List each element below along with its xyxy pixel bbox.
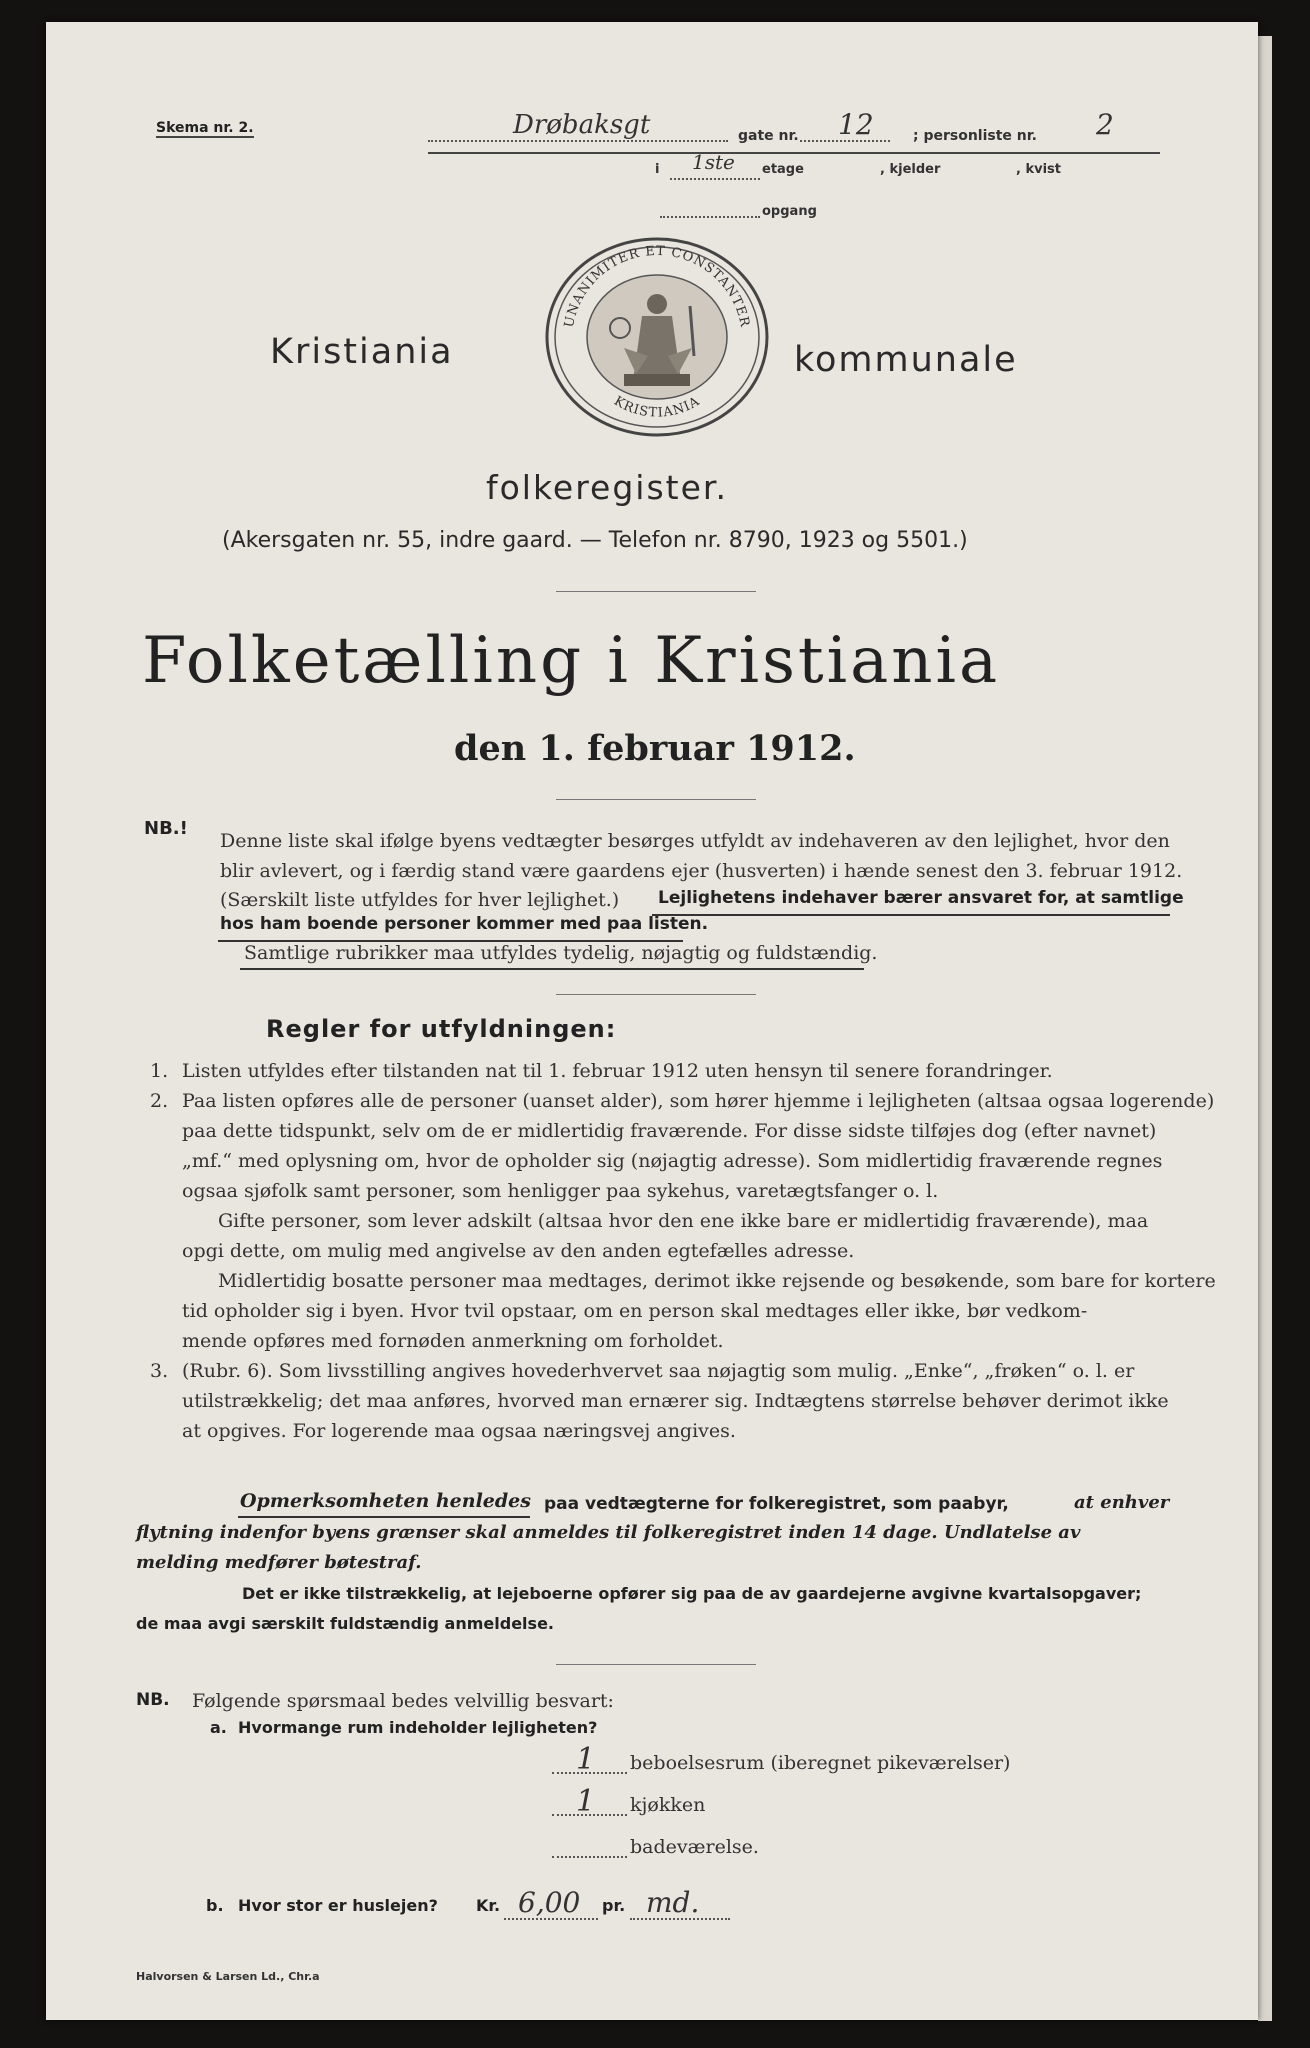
- rent-period-value: md.: [646, 1886, 700, 1919]
- nb-line-3a: (Særskilt liste utfyldes for hver lejlighet.): [220, 889, 620, 911]
- census-date: den 1. februar 1912.: [454, 728, 856, 769]
- room-answer-row: 1 kjøkken: [552, 1788, 952, 1820]
- question-a: Hvormange rum indeholder lejligheten?: [238, 1718, 598, 1737]
- kitchen-value: 1: [576, 1784, 596, 1819]
- census-title: Folketælling i Kristiania: [142, 624, 1001, 698]
- seal-city: KRISTIANIA: [611, 393, 703, 421]
- rule-line: 2. Paa listen opføres alle de personer (uanset alder), som hører hjemme i lejligheten (altsaa ogsaa logerende): [150, 1090, 1215, 1112]
- floor-line: i 1ste etage , kjelder , kvist: [650, 160, 1190, 184]
- notice-line-2: flytning indenfor byens grænser skal anmeldes til folkeregistret inden 14 dage. Undlatelse av: [136, 1522, 1081, 1543]
- notice-line-4: Det er ikke tilstrækkelig, at lejeboerne opfører sig paa de av gaardejerne avgivne kvartalsopgaver;: [242, 1584, 1142, 1603]
- rule-line: mende opføres med fornøden anmerkning om forholdet.: [182, 1330, 724, 1352]
- skema-label: Skema nr. 2.: [156, 120, 254, 136]
- divider: [556, 994, 756, 995]
- printer-credit: Halvorsen & Larsen Ld., Chr.a: [136, 1970, 320, 1983]
- notice-line-1-italic: at enhver: [1074, 1492, 1170, 1513]
- personliste-number-handwritten: 2: [1096, 108, 1114, 141]
- registry-right-word: kommunale: [794, 340, 1018, 380]
- questions-intro: Følgende spørsmaal bedes velvillig besvart:: [192, 1690, 614, 1712]
- rule-line: Midlertidig bosatte personer maa medtages, derimot ikke rejsende og besøkende, som bare for kortere: [218, 1270, 1216, 1292]
- room-answer-row: badeværelse.: [552, 1830, 952, 1862]
- street-name-handwritten: Drøbaksgt: [513, 110, 651, 140]
- rooms-value: 1: [576, 1742, 596, 1777]
- nb-line-4: hos ham boende personer kommer med paa listen.: [220, 914, 709, 934]
- rule-line: 3. (Rubr. 6). Som livsstilling angives hovederhvervet saa nøjagtig som mulig. „Enke“, „frøken“ o. l. er: [150, 1360, 1135, 1382]
- notice-line-5: de maa avgi særskilt fuldstændig anmeldelse.: [136, 1614, 554, 1633]
- question-b: Hvor stor er huslejen?: [238, 1896, 438, 1915]
- rule-line: ogsaa sjøfolk samt personer, som henligger paa sykehus, varetægtsfanger o. l.: [182, 1180, 939, 1202]
- rule-line: „mf.“ med oplysning om, hvor de opholder sig (nøjagtig adresse). Som midlertidig fraværende regnes: [182, 1150, 1163, 1172]
- seal-motto: UNANIMITER ET CONSTANTER: [561, 243, 753, 329]
- rules-list: [150, 1056, 1216, 1446]
- rule-line: Gifte personer, som lever adskilt (altsaa hvor den ene ikke bare er midlertidig fraværende), maa: [218, 1210, 1149, 1232]
- nb-line-3b: Lejlighetens indehaver bærer ansvaret for, at samtlige: [658, 888, 1184, 908]
- floor-handwritten: 1ste: [692, 150, 735, 174]
- nb2-label: NB.: [136, 1690, 170, 1710]
- registry-left-word: Kristiania: [270, 332, 454, 372]
- divider: [556, 591, 756, 592]
- underline: [652, 914, 1170, 916]
- underline: [238, 1516, 530, 1518]
- rule-line: 1. Listen utfyldes efter tilstanden nat til 1. februar 1912 uten hensyn til senere forandringer.: [150, 1060, 1053, 1082]
- rule-line: paa dette tidspunkt, selv om de er midlertidig fraværende. For disse sidste tilføjes dog (efter navnet): [182, 1120, 1157, 1142]
- notice-underlined: Opmerksomheten henledes: [240, 1490, 531, 1512]
- divider: [556, 1664, 756, 1665]
- address-line: Drøbaksgt gate nr. 12 ; personliste nr. 2: [428, 106, 1156, 150]
- nb-line-5: Samtlige rubrikker maa utfyldes tydelig, nøjagtig og fuldstændig.: [244, 942, 878, 964]
- paper-edge: [1258, 36, 1272, 2021]
- opgang-line: opgang: [660, 198, 820, 222]
- registry-title: folkeregister.: [486, 468, 728, 507]
- underline: [240, 968, 864, 970]
- rule-line: at opgives. For logerende maa ogsaa næringsvej angives.: [182, 1420, 736, 1442]
- rent-value: 6,00: [518, 1886, 581, 1919]
- notice-line-1: paa vedtægterne for folkeregistret, som paabyr,: [544, 1494, 1009, 1514]
- registry-address: (Akersgaten nr. 55, indre gaard. — Telefon nr. 8790, 1923 og 5501.): [222, 528, 968, 553]
- divider: [556, 799, 756, 800]
- rule-line: opgi dette, om mulig med angivelse av den anden egtefælles adresse.: [182, 1240, 855, 1262]
- rules-heading: Regler for utfyldningen:: [266, 1015, 617, 1043]
- city-seal: [542, 236, 772, 438]
- room-answer-row: 1 beboelsesrum (iberegnet pikeværelser): [552, 1746, 1072, 1778]
- nb-line-2: blir avlevert, og i færdig stand være gaardens ejer (husverten) i hænde senest den 3. februar 1912.: [220, 860, 1183, 882]
- rule-line: tid opholder sig i byen. Hvor tvil opstaar, om en person skal medtages eller ikke, bør vedkom-: [182, 1300, 1088, 1322]
- rule-line: utilstrækkelig; det maa anføres, hvorved man ernærer sig. Indtægtens størrelse behøver derimot ikke: [182, 1390, 1169, 1412]
- nb-label: NB.!: [144, 818, 188, 839]
- nb-line-1: Denne liste skal ifølge byens vedtægter besørges utfyldt av indehaveren av den lejlighet, hvor den: [220, 830, 1170, 852]
- notice-line-3: melding medfører bøtestraf.: [136, 1552, 422, 1573]
- gate-number-handwritten: 12: [838, 108, 874, 141]
- rent-row: b. Hvor stor er huslejen? Kr. 6,00 pr. md.: [206, 1892, 766, 1928]
